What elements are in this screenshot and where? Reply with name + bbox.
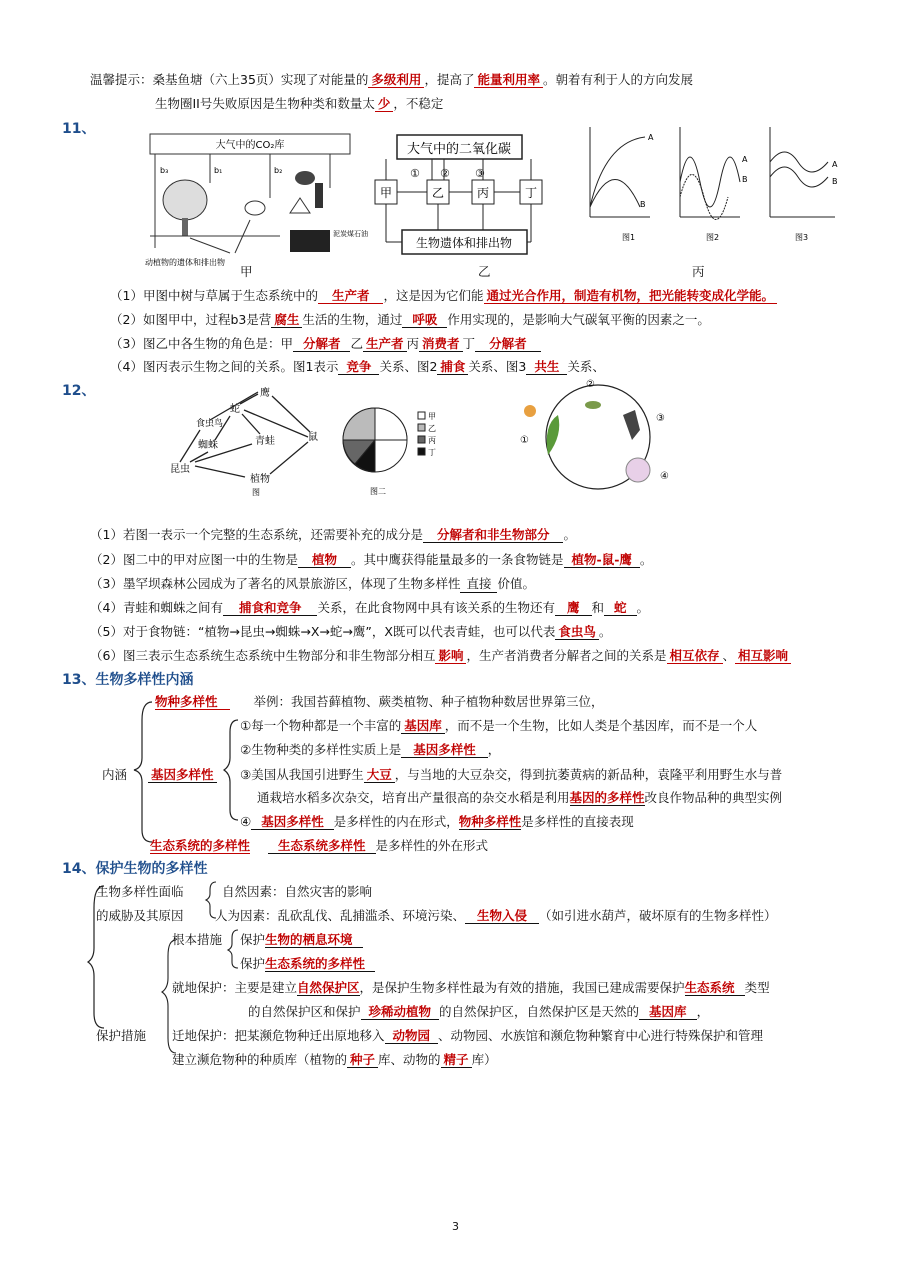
- legend-yi: 乙: [428, 424, 436, 433]
- caterpillar-icon: [585, 401, 601, 409]
- figure-food-web: [160, 382, 330, 497]
- threat-label-2: 的威胁及其原因: [96, 908, 184, 923]
- measures-label: 保护措施: [96, 1028, 147, 1043]
- answer: 基因库: [401, 718, 445, 734]
- legend-jia: 甲: [428, 412, 436, 421]
- svg-text:A: A: [742, 155, 748, 164]
- q12-line-6: （6）图三表示生态系统生态系统中生物部分和非生物部分相互 影响 ，生产者消费者分解者之间的关系是 相互依存 、 相互影响: [90, 646, 791, 664]
- answer: 相互依存: [667, 648, 723, 664]
- answer: 呼吸: [402, 312, 447, 328]
- root-measure: 根本措施: [172, 932, 223, 947]
- q11-line-2: （2）如图甲中，过程b3是营 腐生 生活的生物，通过 呼吸 作用实现的，是影响大气碳氧平衡的因素之一。: [110, 312, 710, 327]
- factory-chimney-icon: [315, 183, 323, 208]
- in-situ-line-1: 就地保护：主要是建立自然保护区，是保护生物多样性最为有效的措施，我国已建成需要保护生态系统 类型: [172, 980, 770, 995]
- node-ying: 鹰: [260, 388, 270, 399]
- graph-3: [770, 127, 838, 242]
- graph-1: [590, 127, 654, 242]
- answer: 消费者: [419, 336, 463, 352]
- co2-pool-label: 大气中的CO₂库: [215, 140, 285, 151]
- gene-bank-line: 建立濒危物种的种质库（植物的 种子 库、动物的 精子 库）: [172, 1052, 497, 1067]
- answer: 生产者: [363, 336, 407, 352]
- ex-situ-line: 迁地保护：把某濒危物种迁出原地移入 动物园 、动物园、水族馆和濒危物种繁育中心进行特殊保护和管理: [172, 1028, 764, 1043]
- answer: 分解者和非生物部分: [423, 527, 564, 543]
- tree-icon: [163, 180, 207, 220]
- answer: 生物入侵: [465, 908, 539, 924]
- legend-bing: 丙: [428, 436, 436, 445]
- answer: 捕食和竞争: [223, 600, 318, 616]
- answer: 蛇: [604, 600, 637, 616]
- q11-line-1: （1）甲图中树与草属于生态系统中的 生产者 ，这是因为它们能 通过光合作用，制造有机物，把光能转变成化学能。: [110, 286, 777, 304]
- pie-label: 图二: [370, 487, 386, 496]
- legend-ding: 丁: [428, 448, 436, 457]
- node-shichongniao: 食虫鸟: [196, 419, 224, 429]
- bacteria-icon: [626, 458, 650, 482]
- b3-label: b₃: [160, 166, 169, 175]
- node-zhiwu: 植物: [250, 474, 270, 485]
- node-qingwa: 青蛙: [255, 436, 275, 447]
- svg-text:生物遗体和排出物: 生物遗体和排出物: [415, 236, 513, 250]
- smoke-icon: [295, 171, 315, 185]
- question-number-11: 11、: [62, 121, 96, 137]
- answer: 物种多样性: [458, 814, 522, 829]
- node-shu: 鼠: [308, 432, 318, 443]
- figure-pie: [335, 402, 445, 497]
- q13-gene-1: ①每一个物种都是一个丰富的 基因库 ，而不是一个生物，比如人类是个基因库，而不是一个人: [240, 718, 758, 733]
- answer: 动物园: [385, 1028, 439, 1044]
- answer: 共生: [526, 359, 567, 375]
- svg-text:图1: 图1: [622, 233, 636, 242]
- answer: 生产者: [318, 288, 384, 304]
- answer: 少: [375, 96, 394, 112]
- answer: 生态系统: [685, 980, 745, 996]
- q12-line-2: （2）图二中的甲对应图一中的生物是 植物 。其中鹰获得能量最多的一条食物链是 植物-鼠-鹰 。: [90, 552, 653, 567]
- node-kunchong: 昆虫: [170, 464, 190, 475]
- svg-text:②: ②: [586, 379, 595, 390]
- q11-line-3: （3）图乙中各生物的角色是：甲 分解者 乙 生产者 丙 消费者 丁 分解者: [110, 334, 541, 352]
- q13-gene-4: ④ 基因多样性 是多样性的内在形式，物种多样性是多样性的直接表现: [240, 814, 634, 829]
- svg-text:丙: 丙: [476, 186, 490, 200]
- atmosphere-co2-label: 大气中的二氧化碳: [406, 142, 512, 157]
- answer: 基因的多样性: [569, 790, 645, 805]
- answer: 基因多样性: [251, 814, 334, 830]
- natural-factor: 自然因素：自然灾害的影响: [222, 884, 373, 899]
- human-factor: 人为因素：乱砍乱伐、乱捕滥杀、环境污染、 生物入侵 （如引进水葫芦，破坏原有的生物多样性）: [215, 908, 777, 923]
- rabbit-icon: [245, 201, 265, 215]
- figure-relations-bing: [580, 122, 850, 252]
- svg-text:①: ①: [410, 167, 420, 180]
- answer: 植物: [298, 552, 351, 568]
- figure-cycle: [518, 375, 678, 500]
- answer: 多级利用: [368, 72, 424, 88]
- b2-label: b₂: [274, 166, 283, 175]
- graph-2: [680, 127, 748, 242]
- answer: 珍稀动植物: [361, 1004, 440, 1020]
- svg-text:丁: 丁: [524, 186, 538, 200]
- svg-text:A: A: [832, 160, 838, 169]
- svg-text:图3: 图3: [795, 233, 809, 242]
- node-zhizhu: 蜘蛛: [198, 440, 218, 451]
- q13-gene-3: ③美国从我国引进野生 大豆 ，与当地的大豆杂交，得到抗萎黄病的新品种，袁隆平利用野生水与普: [240, 767, 783, 782]
- in-situ-line-2: 的自然保护区和保护 珍稀动植物 的自然保护区，自然保护区是天然的 基因库 ，: [248, 1004, 710, 1019]
- b1-label: b₁: [214, 166, 223, 175]
- bird-icon: [623, 410, 640, 440]
- svg-text:①: ①: [520, 435, 529, 446]
- question-number-12: 12、: [62, 383, 96, 399]
- sun-icon: [524, 405, 536, 417]
- q12-line-1: （1）若图一表示一个完整的生态系统，还需要补充的成分是 分解者和非生物部分 。: [90, 527, 576, 542]
- figure-carbon-cycle-yi: [372, 132, 572, 262]
- q12-line-4: （4）青蛙和蜘蛛之间有 捕食和竞争 关系，在此食物网中具有该关系的生物还有 鹰 和 蛇 。: [90, 600, 650, 615]
- answer: 精子: [441, 1052, 472, 1068]
- answer: 大豆: [364, 767, 395, 783]
- q13-species-row: 物种多样性 举例：我国苔藓植物、蕨类植物、种子植物种数居世界第三位，: [155, 694, 604, 709]
- svg-text:甲: 甲: [379, 186, 393, 200]
- section-title-13: 13、生物多样性内涵: [62, 672, 194, 688]
- svg-text:图2: 图2: [706, 233, 720, 242]
- coal-deposit-icon: [290, 230, 330, 252]
- root-measure-1: 保护生物的栖息环境: [240, 930, 363, 948]
- figure-carbon-cycle-jia: [140, 128, 368, 273]
- tip-line-2: 生物圈II号失败原因是生物种类和数量太 少 ，不稳定: [155, 96, 444, 111]
- svg-text:B: B: [742, 175, 748, 184]
- answer: 直接: [460, 574, 497, 593]
- answer: 分解者: [475, 336, 541, 352]
- svg-text:B: B: [832, 177, 838, 186]
- answer: 分解者: [293, 336, 351, 352]
- food-web-label: 图: [252, 488, 260, 497]
- svg-text:B: B: [640, 200, 646, 209]
- answer: 相互影响: [735, 648, 791, 664]
- answer: 基因多样性: [401, 742, 488, 758]
- answer: 植物-鼠-鹰: [564, 552, 640, 568]
- q13-gene-2: ②生物种类的多样性实质上是 基因多样性 ，: [240, 742, 501, 757]
- gene-diversity: 基因多样性: [148, 765, 217, 783]
- root-measure-2: 保护生态系统的多样性: [240, 954, 375, 972]
- answer: 捕食: [437, 359, 468, 375]
- figure-label-bing: 丙: [692, 264, 705, 279]
- threat-label-1: 生物多样性面临: [96, 884, 184, 899]
- answer: 种子: [347, 1052, 378, 1068]
- answer: 基因库: [639, 1004, 697, 1020]
- answer: 生物的栖息环境: [265, 932, 363, 948]
- svg-text:③: ③: [475, 167, 485, 180]
- answer: 生态系统多样性: [268, 838, 376, 854]
- answer: 鹰: [555, 600, 592, 616]
- svg-text:A: A: [648, 133, 654, 142]
- figure-label-yi: 乙: [478, 264, 491, 279]
- svg-text:④: ④: [660, 471, 669, 482]
- coal-label: 泥炭煤石油: [333, 230, 368, 238]
- answer: 食虫鸟: [555, 624, 599, 640]
- q13-root: 内涵: [102, 767, 128, 782]
- section-title-14: 14、保护生物的多样性: [62, 861, 208, 877]
- svg-text:乙: 乙: [431, 186, 445, 200]
- tip-line-1: 温馨提示：桑基鱼塘（六上35页）实现了对能量的 多级利用 ，提高了 能量利用率 。朝着有利于人的方向发展: [90, 72, 693, 87]
- page-number: 3: [452, 1220, 459, 1233]
- figure-label-jia: 甲: [240, 264, 253, 279]
- ecosystem-diversity: 生态系统的多样性: [150, 838, 251, 853]
- answer: 能量利用率: [474, 72, 543, 88]
- answer: 生态系统的多样性: [265, 956, 375, 972]
- node-she: 蛇: [230, 404, 240, 415]
- answer: 竞争: [338, 359, 379, 375]
- remains-label: 动植物的遗体和排出物: [145, 258, 225, 267]
- q13-gene-3b: 通栽培水稻多次杂交，培育出产量很高的杂交水稻是利用基因的多样性改良作物品种的典型实例: [257, 790, 783, 805]
- species-diversity: 物种多样性: [155, 694, 230, 710]
- animal-icon: [290, 198, 310, 213]
- answer: 腐生: [271, 312, 302, 328]
- svg-text:②: ②: [440, 167, 450, 180]
- answer: 自然保护区: [297, 980, 360, 995]
- q12-line-5: （5）对于食物链：“植物→昆虫→蜘蛛→X→蛇→鹰”，X既可以代表青蛙，也可以代表 食虫鸟 。: [90, 624, 612, 639]
- svg-text:③: ③: [656, 413, 665, 424]
- q11-line-4: （4）图丙表示生物之间的关系。图1表示 竞争 关系、图2 捕食 关系、图3 共生 关系、: [110, 359, 605, 374]
- q13-eco-row: 生态系统的多样性 生态系统多样性 是多样性的外在形式: [150, 838, 489, 853]
- answer: 影响: [435, 648, 466, 664]
- answer: 通过光合作用，制造有机物，把光能转变成化学能。: [484, 288, 778, 304]
- q12-line-3: （3）墨罕坝森林公园成为了著名的风景旅游区，体现了生物多样性 直接 价值。: [90, 576, 535, 591]
